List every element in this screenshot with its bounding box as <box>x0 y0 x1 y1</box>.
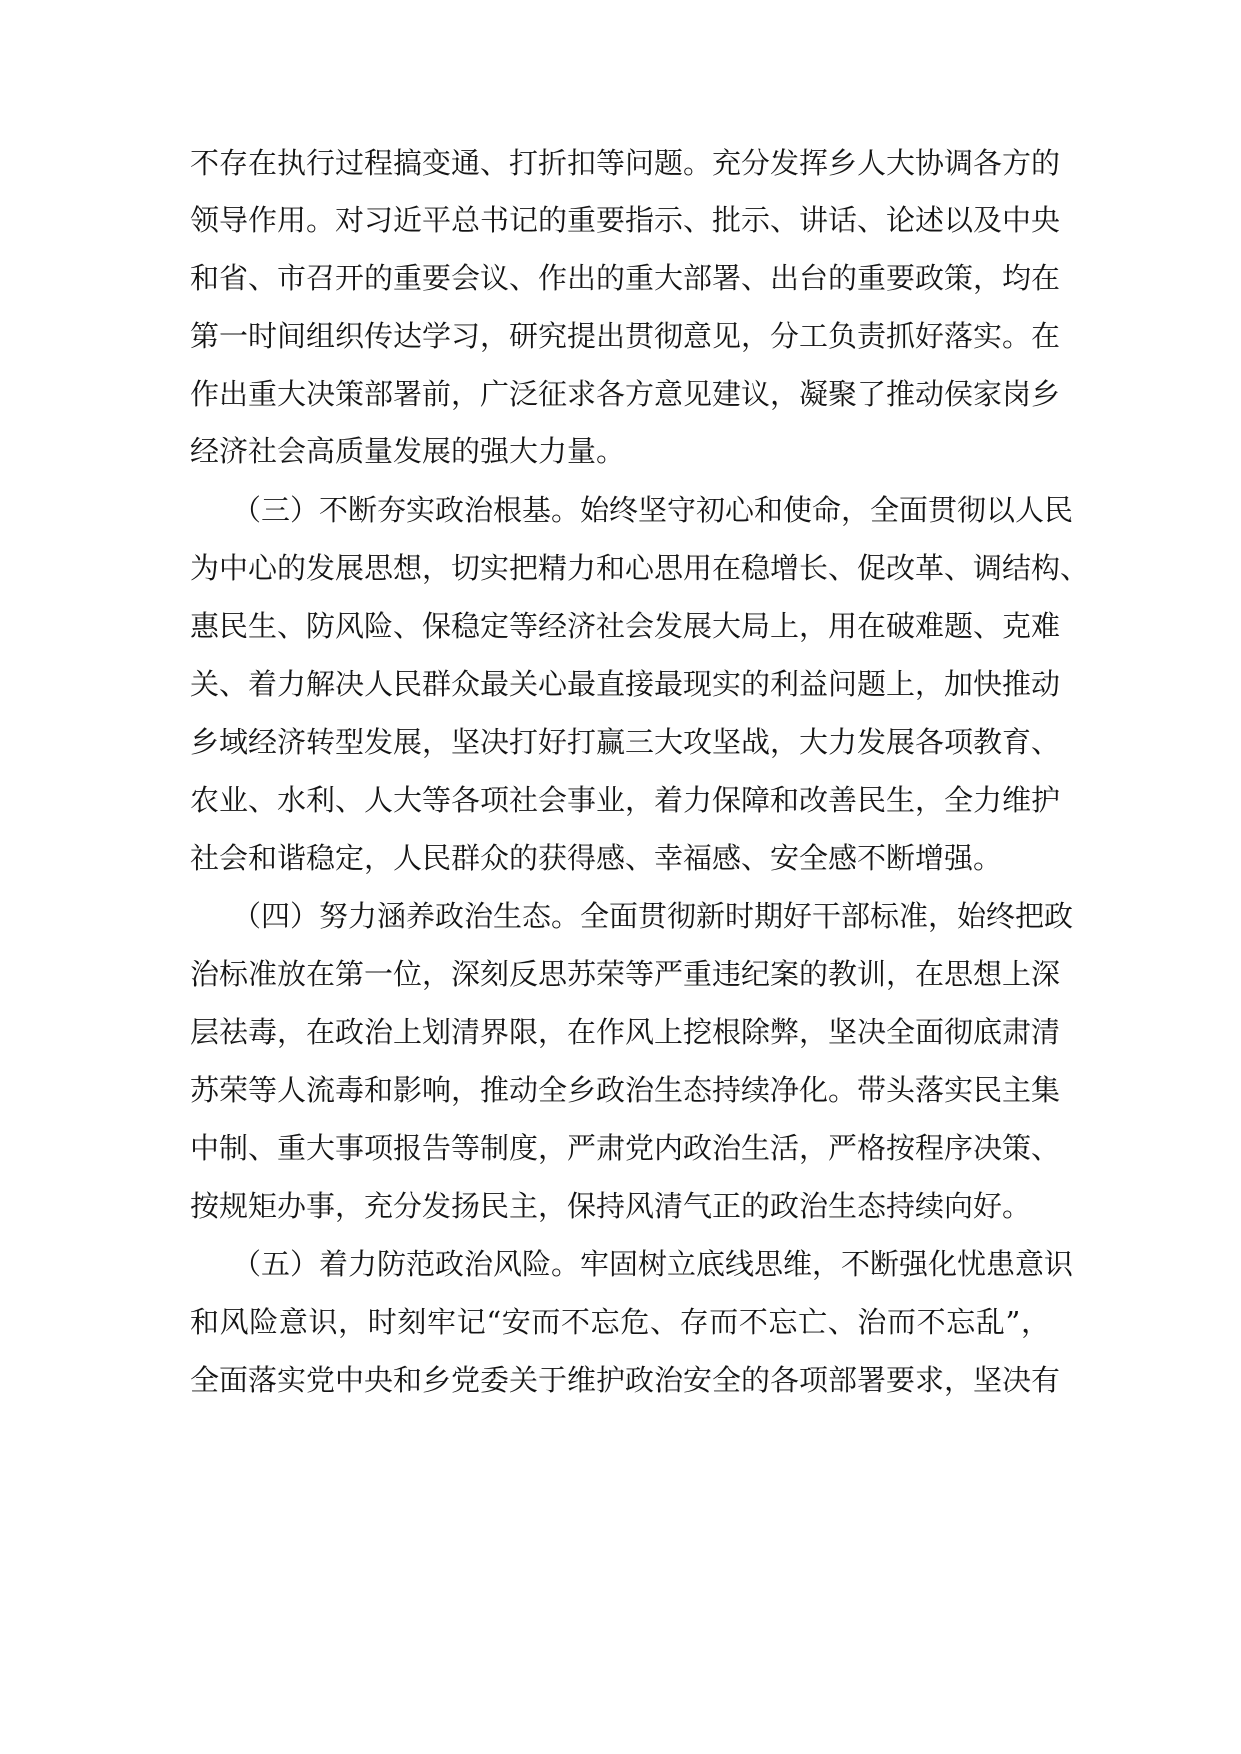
text-line: 为中心的发展思想，切实把精力和心思用在稳增长、促改革、调结构、 <box>190 551 1090 585</box>
text-line: 乡域经济转型发展，坚决打好打赢三大攻坚战，大力发展各项教育、 <box>190 725 1061 759</box>
text-line: 作出重大决策部署前，广泛征求各方意见建议，凝聚了推动侯家岗乡 <box>190 377 1061 411</box>
text-line: 和省、市召开的重要会议、作出的重大部署、出台的重要政策，均在 <box>190 261 1061 295</box>
text-line: 中制、重大事项报告等制度，严肃党内政治生活，严格按程序决策、 <box>190 1131 1061 1165</box>
text-line: 全面落实党中央和乡党委关于维护政治安全的各项部署要求，坚决有 <box>190 1363 1061 1397</box>
text-line: 领导作用。对习近平总书记的重要指示、批示、讲话、论述以及中央 <box>190 203 1061 237</box>
paragraph-heading-line: （四）努力涵养政治生态。全面贯彻新时期好干部标准，始终把政 <box>232 899 1074 933</box>
text-line: 社会和谐稳定，人民群众的获得感、幸福感、安全感不断增强。 <box>190 841 1003 875</box>
paragraph-heading-line: （三）不断夯实政治根基。始终坚守初心和使命，全面贯彻以人民 <box>232 493 1074 527</box>
text-line: 苏荣等人流毒和影响，推动全乡政治生态持续净化。带头落实民主集 <box>190 1073 1061 1107</box>
paragraph-heading-line: （五）着力防范政治风险。牢固树立底线思维，不断强化忧患意识 <box>232 1247 1074 1281</box>
text-line: 第一时间组织传达学习，研究提出贯彻意见，分工负责抓好落实。在 <box>190 319 1061 353</box>
text-line: 农业、水利、人大等各项社会事业，着力保障和改善民生，全力维护 <box>190 783 1061 817</box>
text-line: 惠民生、防风险、保稳定等经济社会发展大局上，用在破难题、克难 <box>190 609 1061 643</box>
text-line: 治标准放在第一位，深刻反思苏荣等严重违纪案的教训，在思想上深 <box>190 957 1061 991</box>
text-line: 不存在执行过程搞变通、打折扣等问题。充分发挥乡人大协调各方的 <box>190 146 1061 180</box>
text-line: 按规矩办事，充分发扬民主，保持风清气正的政治生态持续向好。 <box>190 1189 1032 1223</box>
text-line: 经济社会高质量发展的强大力量。 <box>190 434 626 468</box>
text-line: 层祛毒，在政治上划清界限，在作风上挖根除弊，坚决全面彻底肃清 <box>190 1015 1061 1049</box>
text-line: 关、着力解决人民群众最关心最直接最现实的利益问题上，加快推动 <box>190 667 1061 701</box>
text-line: 和风险意识，时刻牢记“安而不忘危、存而不忘亡、治而不忘乱”， <box>190 1305 1050 1339</box>
